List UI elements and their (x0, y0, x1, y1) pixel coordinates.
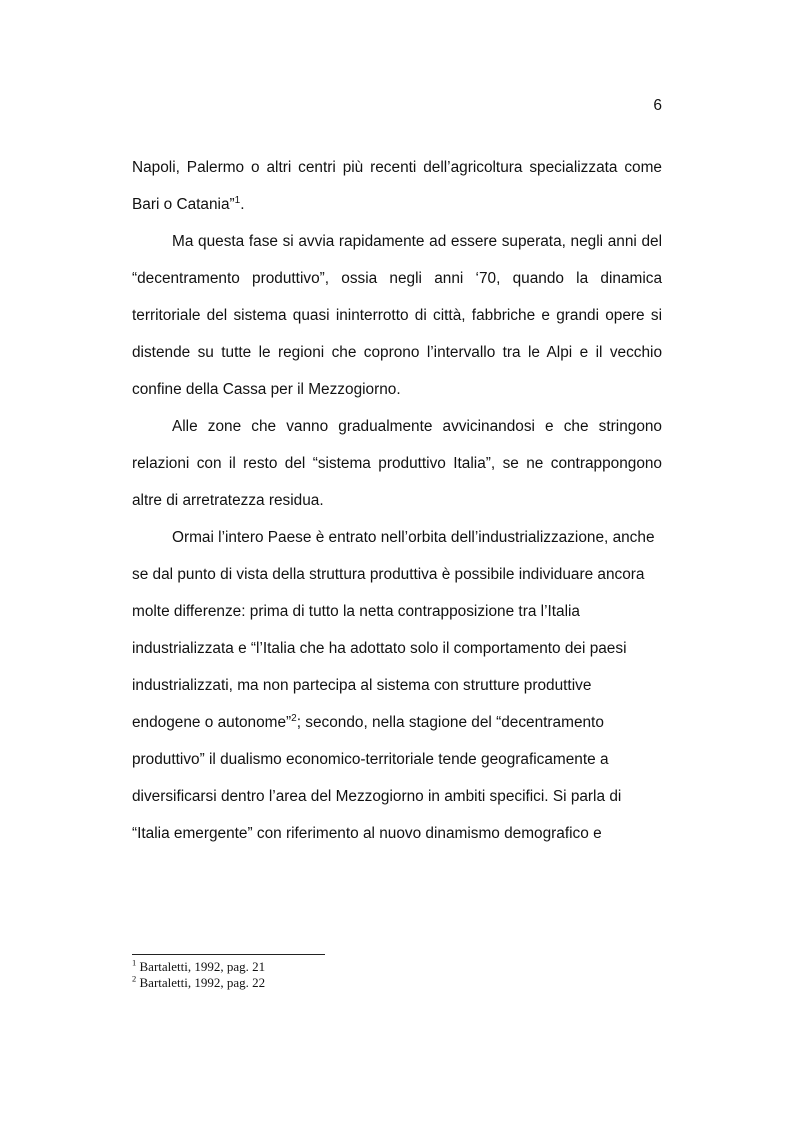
paragraph (132, 223, 662, 408)
text-span: . (240, 196, 245, 213)
paragraph (132, 408, 662, 519)
paragraph (132, 519, 662, 852)
footnote-separator (132, 954, 325, 955)
footnote (132, 959, 662, 975)
page-number: 6 (653, 97, 662, 114)
footnote-text: Bartaletti, 1992, pag. 22 (139, 974, 266, 990)
text-span: Napoli, Palermo o altri centri più recenti dell’agricoltura specializzata come Bari o Catania” (132, 159, 662, 213)
footnote-reference: 1 (234, 194, 241, 206)
footnote-reference: 2 (291, 712, 297, 724)
footnotes (132, 959, 662, 990)
text-span: Alle zone che vanno gradualmente avvicinandosi e che stringono relazioni con il resto del “sistema produttivo Italia”, se ne contrappongono altre di arretratezza residua. (132, 418, 662, 509)
paragraph-continuation (132, 149, 662, 223)
body-text (132, 149, 662, 852)
text-span: ; secondo, nella stagione del “decentramento produttivo” il dualismo economico-territoriale tende geograficamente a diversificarsi dentro l’area del Mezzogiorno in ambiti specifici. Si parla di “Italia emergente” con riferimento al nuovo dinamismo demografico e (132, 714, 622, 842)
text-span: Ormai l’intero Paese è entrato nell’orbita dell’industrializzazione, anche se dal punto di vista della struttura produttiva è possibile individuare ancora molte differenze: prima di tutto la netta contrapposizione tra l’Italia industrializzata e “l’Italia che ha adottato solo il comportamento dei paesi industrializzati, ma non partecipa al sistema con strutture produttive endogene o autonome” (132, 529, 655, 731)
footnote (132, 975, 662, 991)
footnote-mark: 2 (132, 973, 137, 984)
text-span: Ma questa fase si avvia rapidamente ad essere superata, negli anni del “decentramento produttivo”, ossia negli anni ‘70, quando la dinamica territoriale del sistema quasi ininterrotto di città, fabbriche e grandi opere si distende su tutte le regioni che coprono l’intervallo tra le Alpi e il vecchio confine della Cassa per il Mezzogiorno. (132, 233, 662, 398)
footnote-mark: 1 (132, 957, 137, 968)
footnote-text: Bartaletti, 1992, pag. 21 (139, 959, 266, 974)
